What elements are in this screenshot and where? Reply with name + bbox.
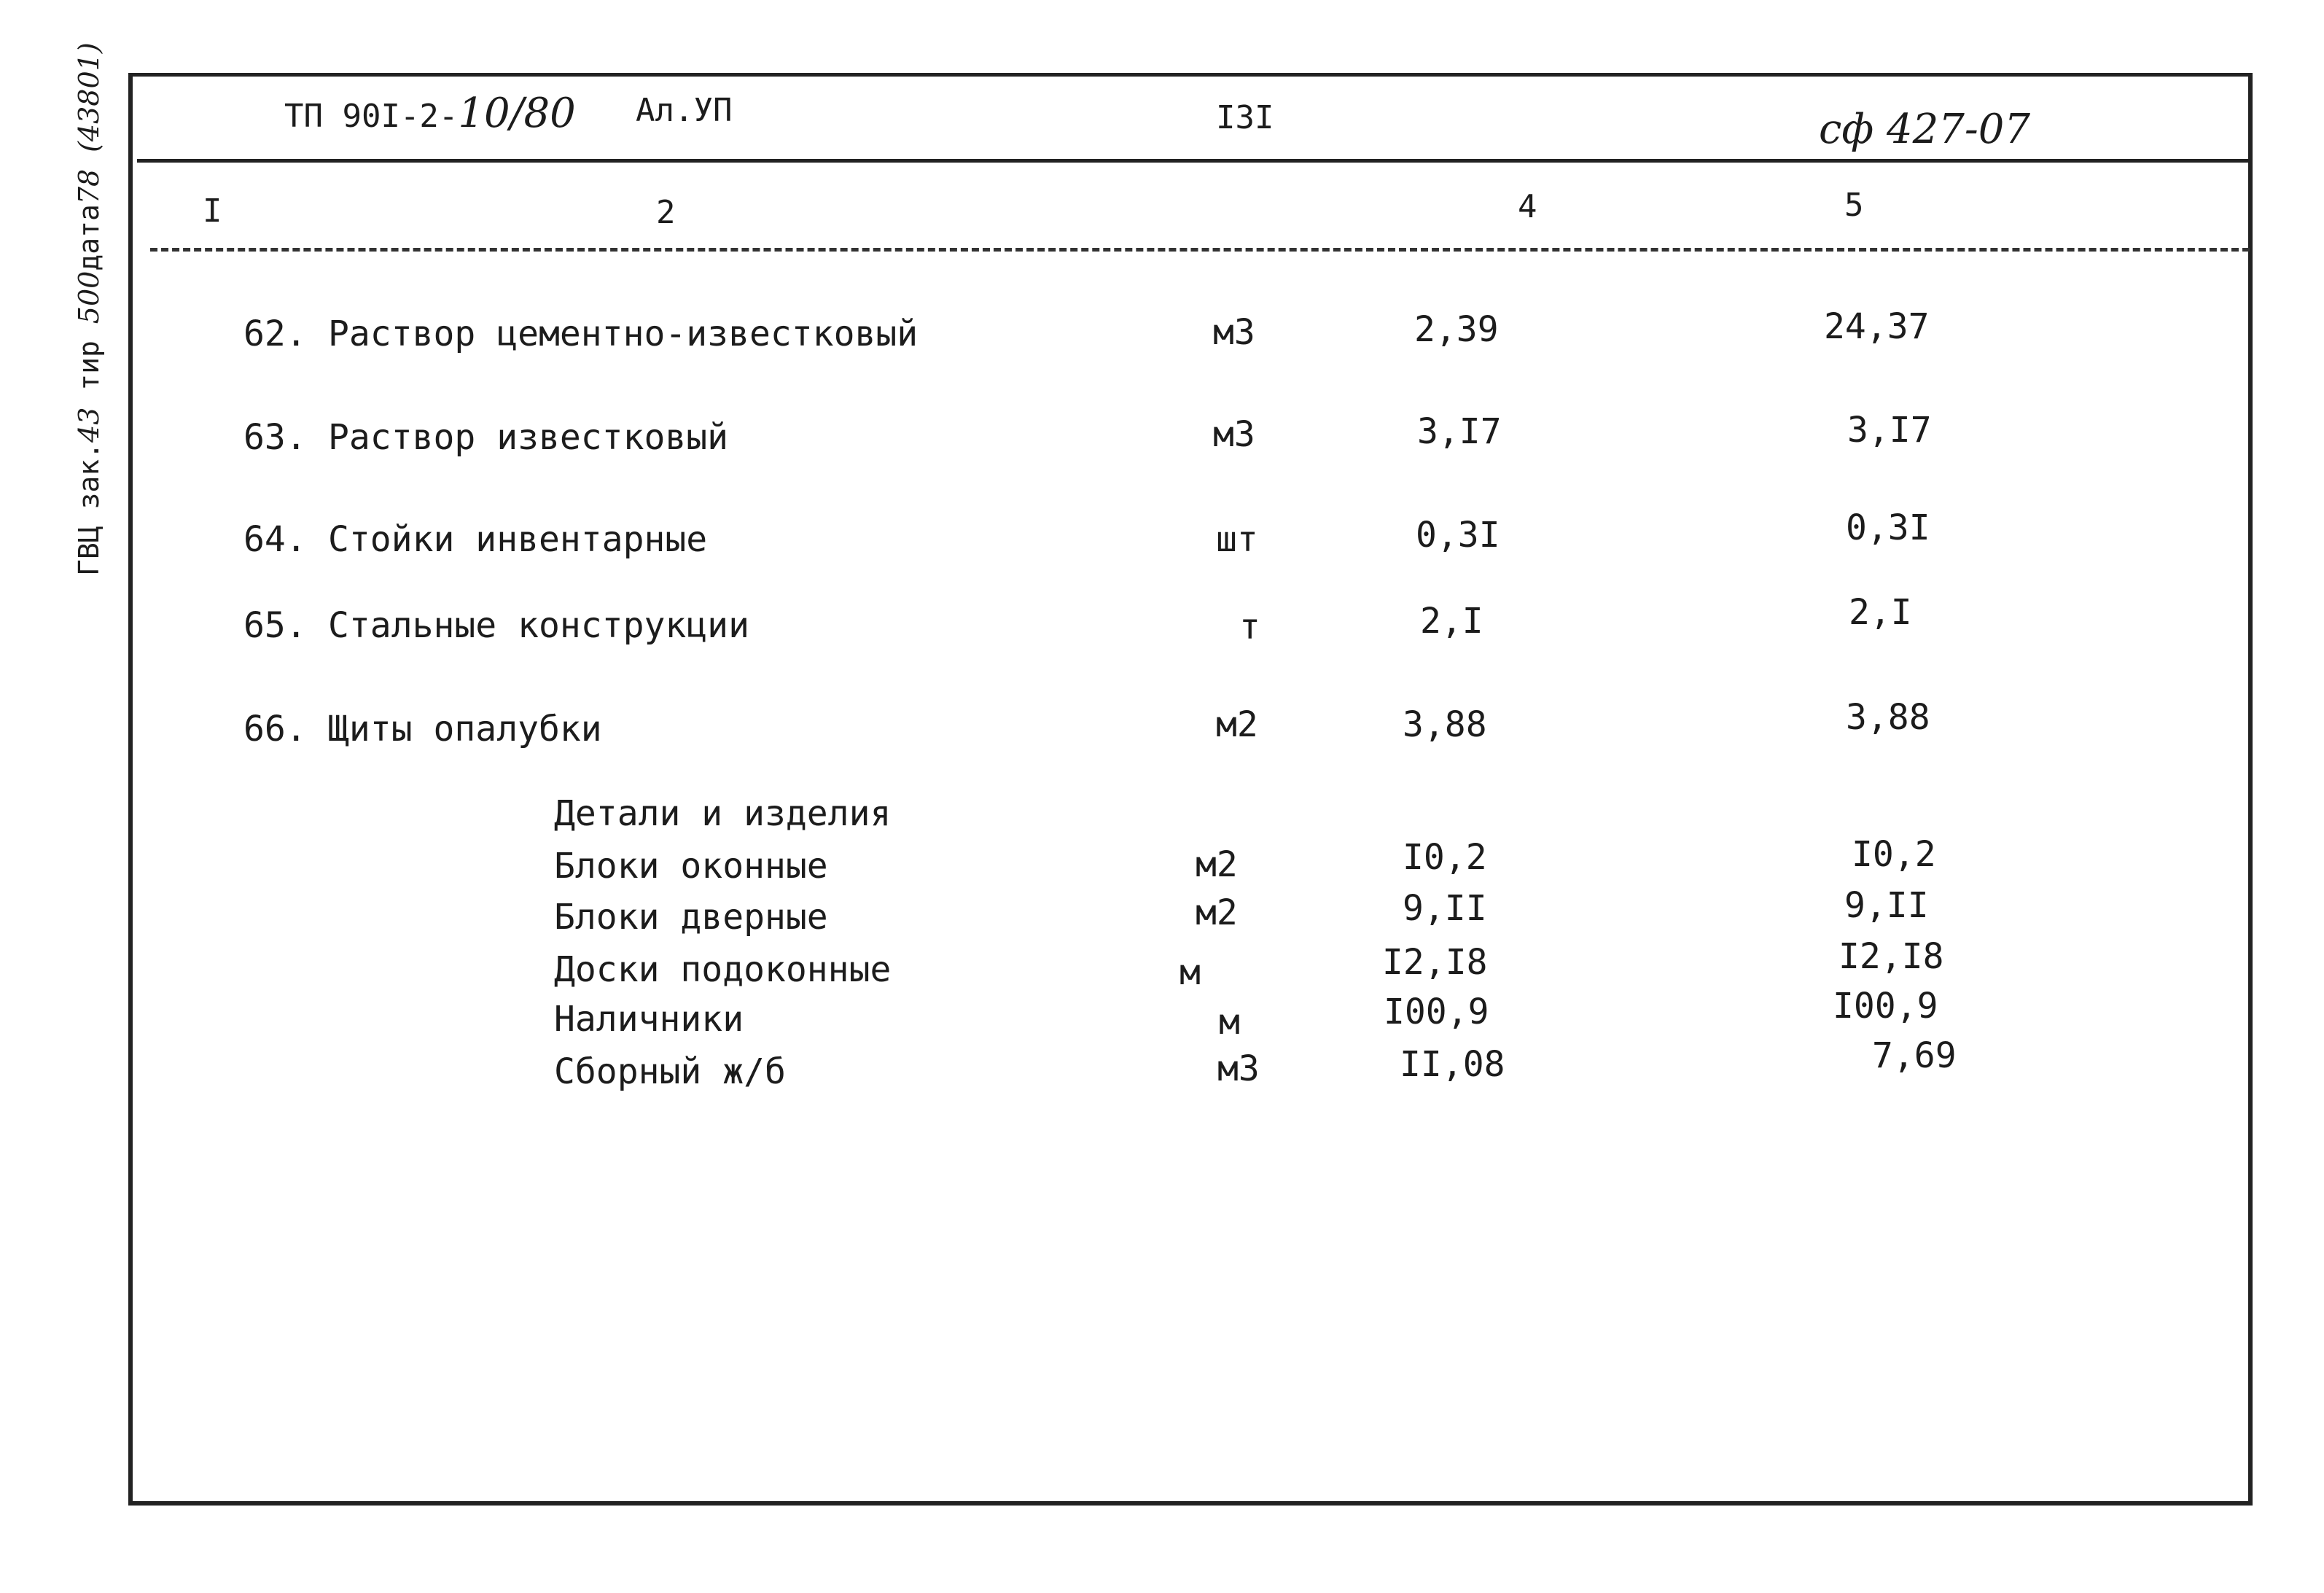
item-col5: I0,2 [1852,834,1936,875]
row-65-name: Стальные конструкции [328,605,749,646]
item-unit: м2 [1196,844,1238,885]
row-62-col5: 24,37 [1824,306,1930,347]
row-65-col4: 2,I [1420,601,1483,642]
row-63-name: Раствор известковый [328,417,729,458]
stamp-printed-3: дата [73,204,105,271]
item-unit: м2 [1196,892,1238,933]
item-col5: I2,I8 [1838,936,1944,977]
row-66-number: 66. [243,709,307,749]
item-col5: 7,69 [1872,1035,1957,1076]
stamp-printed: ГВЦ зак. [73,442,105,576]
item-name: Наличники [554,999,744,1040]
item-col5: 9,II [1844,885,1929,926]
row-64-name: Стойки инвентарные [328,519,708,560]
row-62-unit: м3 [1213,312,1255,353]
row-65-unit: т [1239,607,1260,647]
row-63-number: 63. [243,417,307,458]
item-name: Блоки дверные [554,897,828,938]
row-66-name: Щиты опалубки [328,709,602,749]
row-66-col5: 3,88 [1846,697,1930,738]
column-header-divider [150,248,2250,252]
stamp-code: (43801) [73,42,105,152]
row-62-name: Раствор цементно-известковый [328,313,919,354]
item-unit: м [1219,1002,1240,1043]
document-frame [128,73,2253,1506]
item-col4: I0,2 [1403,837,1487,878]
item-name: Блоки оконные [554,846,828,887]
row-65-col5: 2,I [1849,592,1912,633]
row-62-number: 62. [243,313,307,354]
page-number: I3I [1216,99,1274,136]
row-64-col5: 0,3I [1846,507,1930,548]
album-label: Ал.УП [636,92,733,129]
item-col5: I00,9 [1833,986,1938,1027]
item-col4: 9,II [1403,888,1487,929]
row-64-col4: 0,3I [1416,515,1500,556]
row-66-col4: 3,88 [1403,704,1487,745]
row-63-col5: 3,I7 [1847,410,1932,451]
sheet-code: сф 427-07 [1819,106,2031,153]
column-number-2: 2 [656,194,676,231]
section-title: Детали и изделия [554,793,892,834]
row-63-col4: 3,I7 [1417,411,1502,452]
column-number-1: I [203,192,222,230]
stamp-date: 78 [73,168,105,205]
stamp-order-no: 43 [73,407,105,443]
row-64-unit: шт [1216,519,1258,560]
item-unit: м [1179,952,1201,993]
item-col4: II,08 [1400,1044,1505,1085]
item-name: Сборный ж/б [554,1051,786,1092]
doc-code: ТП 90I-2-10/80 [284,90,576,137]
item-col4: I2,I8 [1382,942,1488,983]
header-divider [137,159,2248,163]
stamp-printed-2: тир [73,340,105,391]
item-col4: I00,9 [1384,992,1489,1032]
row-62-col4: 2,39 [1414,309,1499,350]
row-66-unit: м2 [1216,704,1258,745]
stamp-run: 500 [73,270,105,324]
column-number-4: 4 [1518,188,1537,225]
row-65-number: 65. [243,605,307,646]
side-stamp [73,42,105,576]
item-unit: м3 [1217,1048,1260,1089]
column-number-5: 5 [1844,187,1864,224]
item-name: Доски подоконные [554,949,892,990]
row-64-number: 64. [243,519,307,560]
row-63-unit: м3 [1213,414,1255,455]
